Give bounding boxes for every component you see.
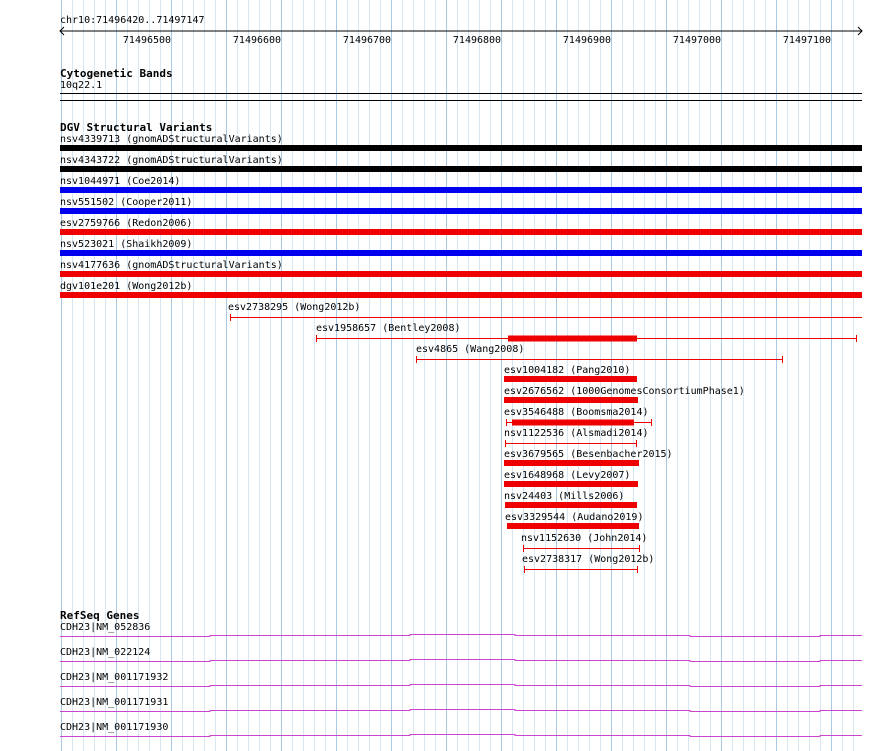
sv-label: esv2738317 (Wong2012b) xyxy=(522,554,655,565)
sv-label: nsv4343722 (gnomADStructuralVariants) xyxy=(60,155,283,166)
sv-bar[interactable] xyxy=(506,418,652,426)
sv-bar[interactable] xyxy=(60,166,862,172)
sv-label: nsv523021 (Shaikh2009) xyxy=(60,239,193,250)
ruler-tick-label: 71496500 xyxy=(122,35,172,46)
sv-bar[interactable] xyxy=(316,334,857,342)
sv-label: nsv1152630 (John2014) xyxy=(521,533,648,544)
gene-model[interactable] xyxy=(60,732,862,740)
sv-label: esv3329544 (Audano2019) xyxy=(505,512,644,523)
sv-bar[interactable] xyxy=(230,313,862,321)
ruler-tick-label: 71496700 xyxy=(342,35,392,46)
gene-label: CDH23|NM_001171930 xyxy=(60,722,169,733)
sv-bar[interactable] xyxy=(60,250,862,256)
sv-glyph xyxy=(316,334,858,342)
sv-label: esv2759766 (Redon2006) xyxy=(60,218,193,229)
sv-bar[interactable] xyxy=(507,523,639,529)
gene-model[interactable] xyxy=(60,707,862,715)
sv-label: nsv1044971 (Coe2014) xyxy=(60,176,181,187)
gene-label: CDH23|NM_001171932 xyxy=(60,672,169,683)
sv-label: esv2738295 (Wong2012b) xyxy=(228,302,361,313)
sv-label: esv1958657 (Bentley2008) xyxy=(316,323,461,334)
sv-label: esv3546488 (Boomsma2014) xyxy=(504,407,649,418)
sv-label: dgv101e201 (Wong2012b) xyxy=(60,281,193,292)
cytoband-bar-top xyxy=(60,93,862,94)
sv-bar[interactable] xyxy=(505,502,637,508)
sv-bar[interactable] xyxy=(524,565,638,573)
sv-bar[interactable] xyxy=(60,229,862,235)
sv-bar[interactable] xyxy=(60,208,862,214)
gene-model[interactable] xyxy=(60,632,862,640)
cytoband-bar-bottom xyxy=(60,100,862,101)
sv-bar[interactable] xyxy=(505,439,637,447)
sv-label: esv1004182 (Pang2010) xyxy=(504,365,631,376)
sv-glyph xyxy=(505,439,638,447)
sv-glyph xyxy=(523,544,641,552)
sv-label: nsv24403 (Mills2006) xyxy=(504,491,625,502)
sv-glyph xyxy=(524,565,639,573)
sv-bar[interactable] xyxy=(504,376,637,382)
sv-bar[interactable] xyxy=(60,145,862,151)
sv-label: esv1648968 (Levy2007) xyxy=(504,470,631,481)
sv-label: esv4865 (Wang2008) xyxy=(416,344,525,355)
ruler-tick-label: 71496900 xyxy=(562,35,612,46)
sv-label: esv2676562 (1000GenomesConsortiumPhase1) xyxy=(504,386,745,397)
gene-label: CDH23|NM_052836 xyxy=(60,622,151,633)
refseq-track-title: RefSeq Genes xyxy=(60,609,140,622)
dgv-track-title: DGV Structural Variants xyxy=(60,121,213,134)
sv-bar[interactable] xyxy=(504,397,638,403)
sv-bar[interactable] xyxy=(60,292,862,298)
gene-label: CDH23|NM_001171931 xyxy=(60,697,169,708)
cytoband-track-title: Cytogenetic Bands xyxy=(60,67,173,80)
cytoband-label: 10q22.1 xyxy=(60,80,103,91)
sv-label: nsv551502 (Cooper2011) xyxy=(60,197,193,208)
sv-bar[interactable] xyxy=(416,355,783,363)
sv-glyph xyxy=(230,313,863,321)
ruler-tick-label: 71497100 xyxy=(782,35,832,46)
sv-glyph xyxy=(506,418,653,426)
gene-model[interactable] xyxy=(60,657,862,665)
sv-glyph xyxy=(416,355,784,363)
region-label: chr10:71496420..71497147 xyxy=(60,15,205,26)
gene-label: CDH23|NM_022124 xyxy=(60,647,151,658)
sv-label: esv3679565 (Besenbacher2015) xyxy=(504,449,673,460)
sv-label: nsv4177636 (gnomADStructuralVariants) xyxy=(60,260,283,271)
ruler-tick-label: 71496800 xyxy=(452,35,502,46)
sv-label: nsv4339713 (gnomADStructuralVariants) xyxy=(60,134,283,145)
sv-bar[interactable] xyxy=(504,460,639,466)
sv-bar[interactable] xyxy=(523,544,640,552)
sv-bar[interactable] xyxy=(504,481,638,487)
ruler-tick-label: 71496600 xyxy=(232,35,282,46)
sv-bar[interactable] xyxy=(60,271,862,277)
ruler-tick-label: 71497000 xyxy=(672,35,722,46)
gene-model[interactable] xyxy=(60,682,862,690)
sv-bar[interactable] xyxy=(60,187,862,193)
sv-label: nsv1122536 (Alsmadi2014) xyxy=(504,428,649,439)
